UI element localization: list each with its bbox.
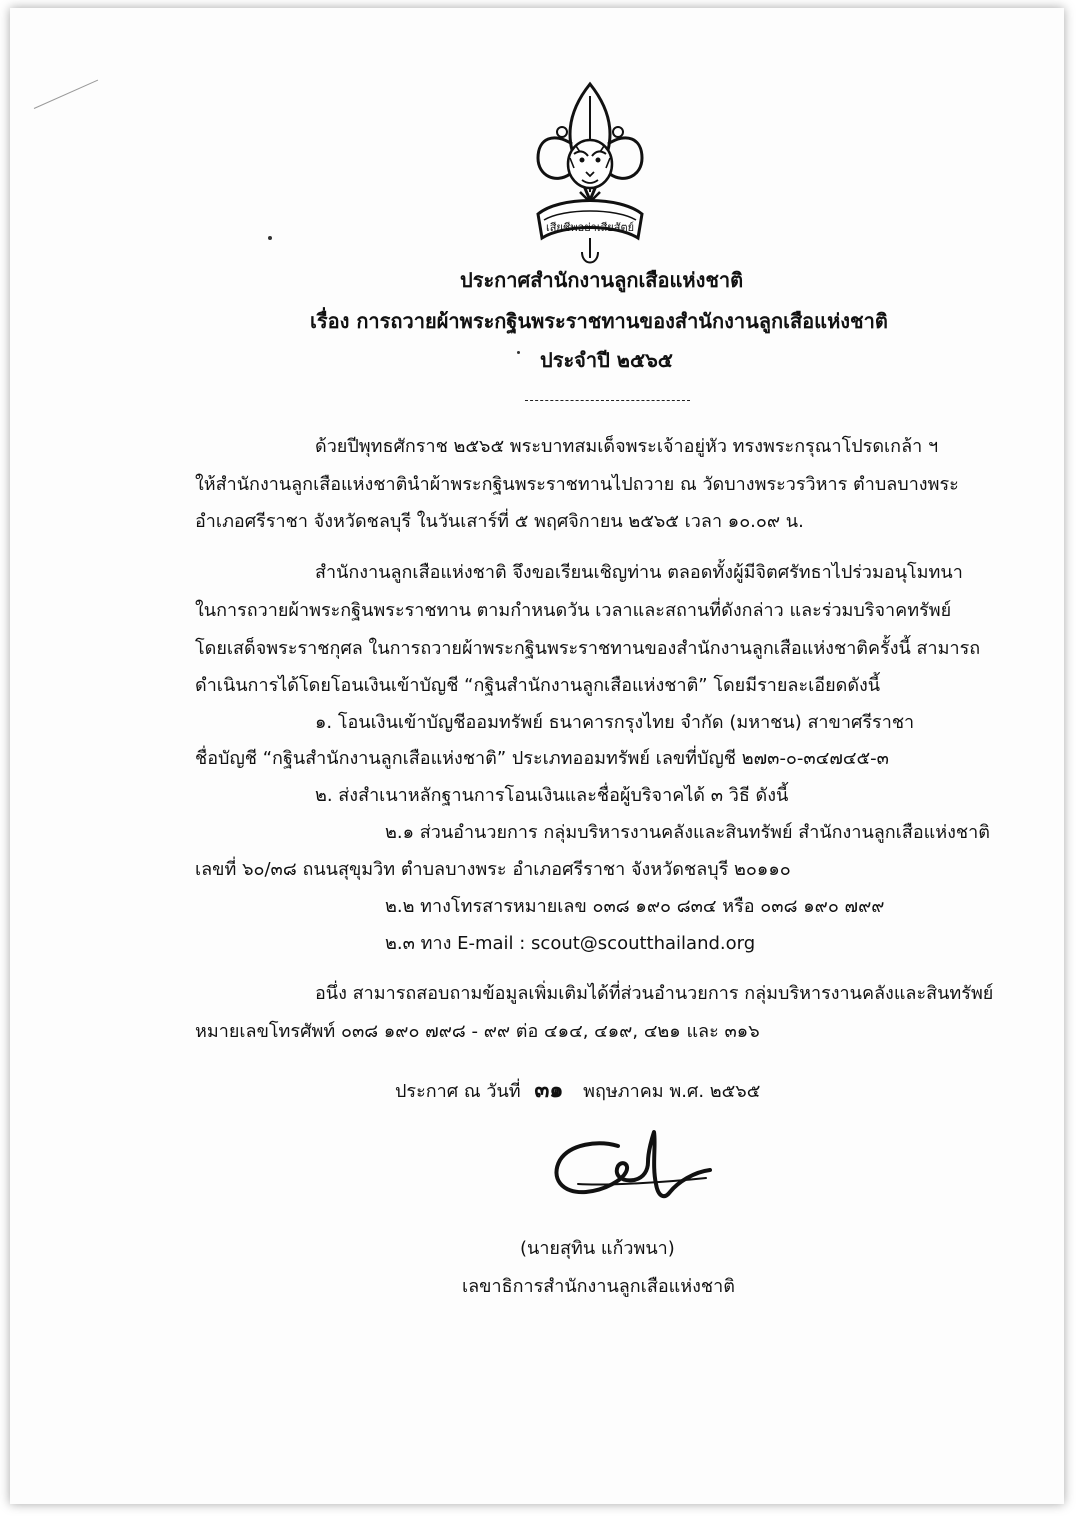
paragraph-2-line-1: สำนักงานลูกเสือแห่งชาติ จึงขอเรียนเชิญท่าน ตลอดทั้งผู้มีจิตศรัทธาไปร่วมอนุโมทนา bbox=[315, 562, 963, 583]
date-line bbox=[395, 1080, 760, 1102]
scan-speck bbox=[268, 236, 272, 240]
paragraph-1-line-3: อำเภอศรีราชา จังหวัดชลบุรี ในวันเสาร์ที่ ๕ พฤศจิกายน ๒๕๖๕ เวลา ๑๐.๐๙ น. bbox=[195, 511, 804, 532]
announcement-subject: เรื่อง การถวายผ้าพระกฐินพระราชทานของสำนักงานลูกเสือแห่งชาติ bbox=[310, 309, 888, 333]
handwritten-signature bbox=[548, 1126, 718, 1218]
date-day-handwritten: ๓๑ bbox=[534, 1078, 564, 1103]
paragraph-1-line-2: ให้สำนักงานลูกเสือแห่งชาตินำผ้าพระกฐินพระราชทานไปถวาย ณ วัดบางพระวรวิหาร ตำบลบางพระ bbox=[195, 474, 959, 495]
list-item-2-1-line-2: เลขที่ ๖๐/๓๘ ถนนสุขุมวิท ตำบลบางพระ อำเภอศรีราชา จังหวัดชลบุรี ๒๐๑๑๐ bbox=[195, 859, 791, 880]
title-divider bbox=[525, 400, 690, 401]
paragraph-3-line-2: หมายเลขโทรศัพท์ ๐๓๘ ๑๙๐ ๗๙๘ - ๙๙ ต่อ ๔๑๔, ๔๑๙, ๔๒๑ และ ๓๑๖ bbox=[195, 1021, 760, 1042]
paragraph-2-line-2: ในการถวายผ้าพระกฐินพระราชทาน ตามกำหนดวัน เวลาและสถานที่ดังกล่าว และร่วมบริจาคทรัพย์ bbox=[195, 600, 952, 621]
document-sheet bbox=[10, 8, 1064, 1504]
signer-title: เลขาธิการสำนักงานลูกเสือแห่งชาติ bbox=[462, 1276, 735, 1297]
signer-name: (นายสุทิน แก้วพนา) bbox=[520, 1238, 675, 1259]
scan-mark bbox=[34, 80, 98, 109]
paragraph-1-line-1: ด้วยปีพุทธศักราช ๒๕๖๕ พระบาทสมเด็จพระเจ้าอยู่หัว ทรงพระกรุณาโปรดเกล้า ฯ bbox=[315, 436, 939, 457]
date-suffix: พฤษภาคม พ.ศ. ๒๕๖๕ bbox=[583, 1081, 761, 1102]
list-item-1-line-2: ชื่อบัญชี “กฐินสำนักงานลูกเสือแห่งชาติ” ประเภทออมทรัพย์ เลขที่บัญชี ๒๗๓-๐-๓๔๗๔๕-๓ bbox=[195, 748, 889, 769]
list-item-1-line-1: ๑. โอนเงินเข้าบัญชีออมทรัพย์ ธนาคารกรุงไทย จำกัด (มหาชน) สาขาศรีราชา bbox=[315, 712, 915, 733]
list-item-2-3: ๒.๓ ทาง E-mail : scout@scoutthailand.org bbox=[385, 933, 756, 954]
list-item-2-1-line-1: ๒.๑ ส่วนอำนวยการ กลุ่มบริหารงานคลังและสินทรัพย์ สำนักงานลูกเสือแห่งชาติ bbox=[385, 822, 990, 843]
scan-speck bbox=[517, 351, 520, 354]
announcement-year: ประจำปี ๒๕๖๕ bbox=[540, 348, 673, 372]
paragraph-2-line-3: โดยเสด็จพระราชกุศล ในการถวายผ้าพระกฐินพระราชทานของสำนักงานลูกเสือแห่งชาติครั้งนี้ สามารถ bbox=[195, 638, 981, 659]
emblem-motto: เสียชีพอย่าเสียสัตย์ bbox=[545, 221, 635, 234]
list-item-2-2: ๒.๒ ทางโทรสารหมายเลข ๐๓๘ ๑๙๐ ๘๓๔ หรือ ๐๓๘ ๑๙๐ ๗๙๙ bbox=[385, 896, 885, 917]
scout-emblem-logo bbox=[530, 80, 650, 270]
announcement-title: ประกาศสำนักงานลูกเสือแห่งชาติ bbox=[460, 268, 744, 292]
list-item-2: ๒. ส่งสำเนาหลักฐานการโอนเงินและชื่อผู้บริจาคได้ ๓ วิธี ดังนี้ bbox=[315, 785, 789, 806]
paragraph-3-line-1: อนึ่ง สามารถสอบถามข้อมูลเพิ่มเติมได้ที่ส่วนอำนวยการ กลุ่มบริหารงานคลังและสินทรัพย์ bbox=[315, 983, 994, 1004]
date-prefix: ประกาศ ณ วันที่ bbox=[395, 1081, 521, 1102]
paragraph-2-line-4: ดำเนินการได้โดยโอนเงินเข้าบัญชี “กฐินสำนักงานลูกเสือแห่งชาติ” โดยมีรายละเอียดดังนี้ bbox=[195, 675, 881, 696]
